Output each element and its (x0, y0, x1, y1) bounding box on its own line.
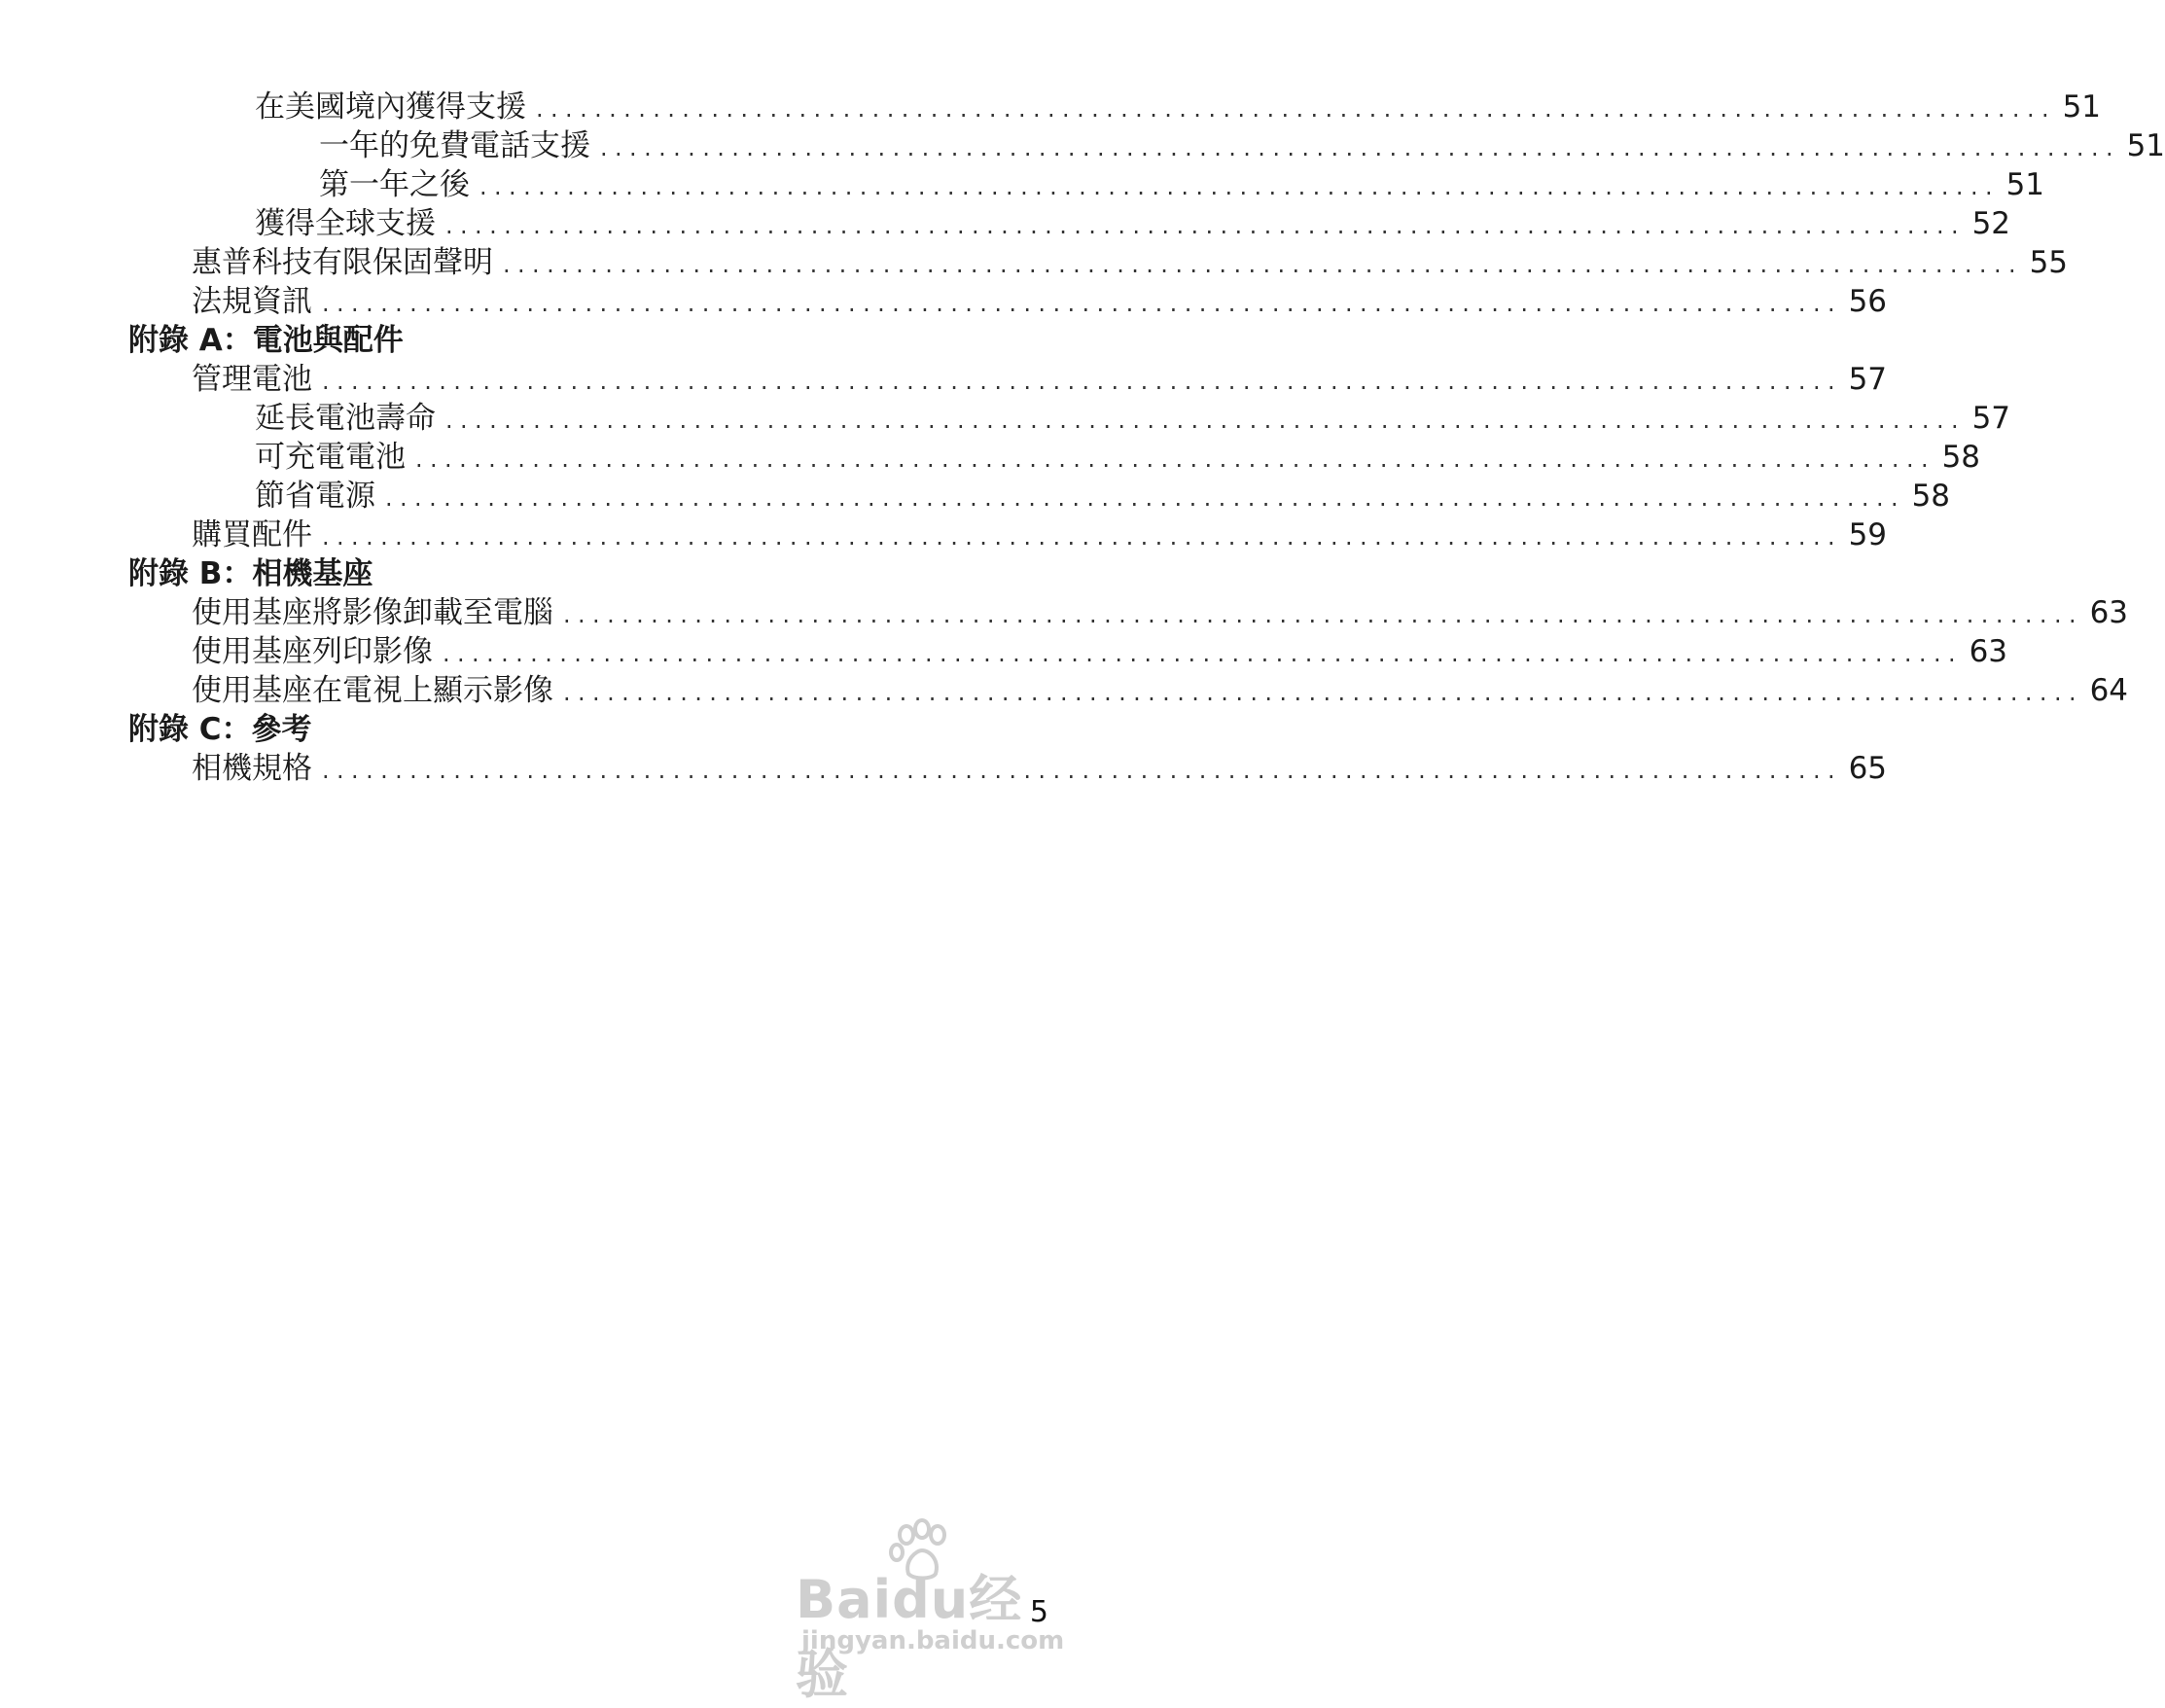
toc-entry[interactable] (192, 358, 1888, 401)
toc-entry-page: 51 (2062, 89, 2102, 125)
toc-entry-label: 可充電電池 (255, 440, 406, 475)
toc-entry[interactable] (255, 202, 2011, 245)
dot-leader: ........................................................................................................ (479, 173, 2001, 200)
page-number: 5 (1029, 1595, 1048, 1629)
dot-leader: ........................................................................................................ (415, 445, 1936, 473)
toc-entry-label: 相機規格 (192, 751, 312, 786)
toc-entry-label: 使用基座在電視上顯示影像 (192, 673, 553, 708)
toc-entry-page: 51 (2005, 167, 2045, 202)
toc-entry-label: 在美國境內獲得支援 (255, 89, 526, 125)
toc-entry-label: 使用基座列印影像 (192, 634, 433, 669)
toc-entry[interactable] (192, 280, 1888, 323)
toc-entry[interactable] (255, 436, 1981, 479)
toc-entry-label: 一年的免費電話支援 (319, 128, 590, 163)
toc-entry-page: 51 (2126, 128, 2165, 163)
toc-entry-label: 延長電池壽命 (255, 401, 436, 436)
toc-entry-page: 63 (2089, 595, 2129, 630)
dot-leader: ........................................................................................................ (563, 679, 2084, 706)
toc-entry[interactable] (319, 163, 2045, 206)
toc-entry-page: 56 (1848, 284, 1888, 319)
dot-leader: ........................................................................................................ (600, 134, 2121, 161)
toc-entry-label: 惠普科技有限保固聲明 (192, 245, 493, 280)
toc-entry[interactable] (192, 747, 1888, 790)
toc-entry-page: 63 (1969, 634, 2008, 669)
toc-entry-label: 管理電池 (192, 362, 312, 397)
toc-entry-page: 55 (2029, 245, 2069, 280)
dot-leader: ........................................................................................................ (322, 523, 1843, 551)
appendix-heading-label: 附錄 C：參考 (128, 712, 312, 747)
appendix-heading[interactable] (128, 319, 1047, 362)
appendix-heading[interactable] (128, 708, 1047, 751)
dot-leader: ........................................................................................................ (563, 601, 2084, 628)
toc-entry-page: 57 (1971, 401, 2011, 436)
toc-entry-page: 58 (1941, 440, 1981, 475)
toc-entry[interactable] (192, 630, 2008, 673)
dot-leader: ........................................................................................................ (503, 251, 2024, 278)
toc-entry-page: 52 (1971, 206, 2011, 241)
dot-leader: ........................................................................................................ (322, 757, 1843, 784)
toc-entry-label: 獲得全球支援 (255, 206, 436, 241)
appendix-heading-label: 附錄 B：相機基座 (128, 556, 373, 591)
toc-entry[interactable] (192, 241, 2069, 284)
toc-entry-page: 65 (1848, 751, 1888, 786)
dot-leader: ........................................................................................................ (445, 212, 1967, 239)
toc-entry-page: 58 (1911, 479, 1951, 514)
toc-entry-label: 購買配件 (192, 517, 312, 552)
toc-entry[interactable] (255, 475, 1951, 517)
watermark-url: jingyan.baidu.com (801, 1626, 1065, 1655)
dot-leader: ........................................................................................................ (536, 95, 2057, 123)
toc-entry-page: 57 (1848, 362, 1888, 397)
dot-leader: ........................................................................................................ (322, 368, 1843, 395)
toc-entry-page: 64 (2089, 673, 2129, 708)
baidu-watermark (796, 1517, 1065, 1705)
toc-entry-label: 節省電源 (255, 479, 375, 514)
toc-entry[interactable] (192, 669, 2129, 712)
toc-entry[interactable] (192, 591, 2129, 634)
toc-entry-label: 使用基座將影像卸載至電腦 (192, 595, 553, 630)
toc-entry[interactable] (255, 86, 2102, 128)
watermark-brand: Baidu经验 (796, 1569, 1023, 1705)
toc-entry-label: 法規資訊 (192, 284, 312, 319)
toc-entry[interactable] (255, 397, 2011, 440)
toc-entry-label: 第一年之後 (319, 167, 470, 202)
appendix-heading[interactable] (128, 552, 1047, 595)
dot-leader: ........................................................................................................ (445, 407, 1967, 434)
toc-entry[interactable] (192, 514, 1888, 556)
appendix-heading-label: 附錄 A：電池與配件 (128, 323, 404, 358)
toc-entry[interactable] (319, 125, 2165, 167)
dot-leader: ........................................................................................................ (443, 640, 1964, 667)
toc-entry-page: 59 (1848, 517, 1888, 552)
dot-leader: ........................................................................................................ (322, 290, 1843, 317)
dot-leader: ........................................................................................................ (385, 484, 1906, 512)
